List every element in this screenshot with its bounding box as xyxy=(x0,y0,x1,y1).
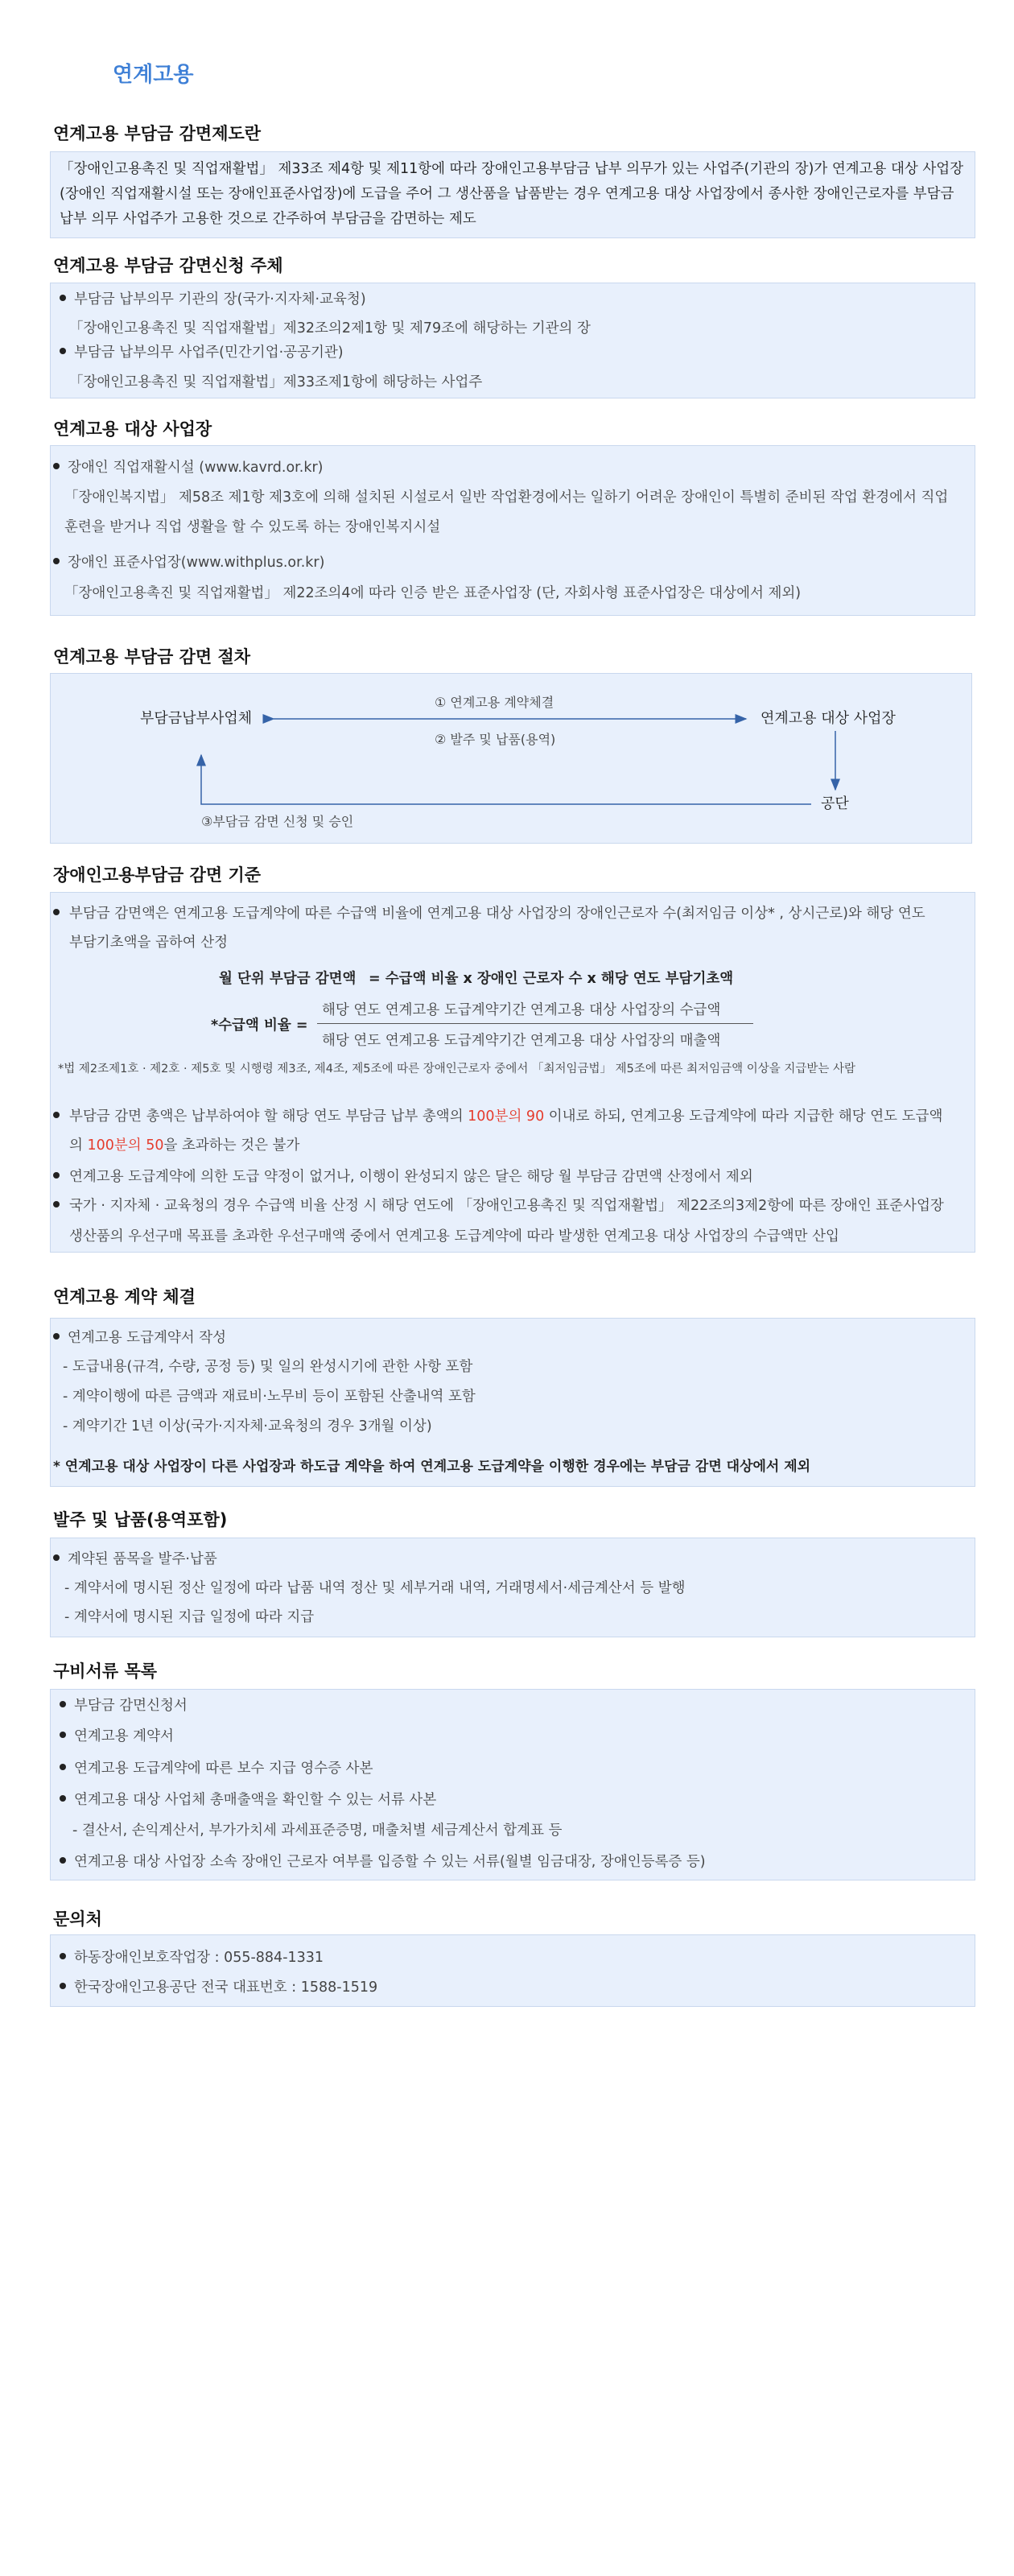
contact-item: 한국장애인고용공단 전국 대표번호 : 1588-1519 xyxy=(74,1979,378,1996)
target-workplace-detail: 「장애인고용촉진 및 직업재활법」 제22조의4에 따라 인증 받은 표준사업장 (단, 자회사형 표준사업장은 대상에서 제외) xyxy=(64,585,802,601)
criteria-limit-part: 부담금 감면 총액은 납부하여야 할 해당 연도 부담금 납부 총액의 xyxy=(69,1108,468,1125)
procedure-flow-diagram xyxy=(50,673,972,844)
criteria-limit-part: 의 xyxy=(69,1137,88,1154)
applicant-item-detail: 「장애인고용촉진 및 직업재활법」제33조제1항에 해당하는 사업주 xyxy=(69,374,483,390)
ratio-label: *수급액 비율 = xyxy=(211,1018,308,1034)
contract-detail: - 계약이행에 따른 금액과 재료비·노무비 등이 포함된 산출내역 포함 xyxy=(63,1389,476,1405)
contract-detail: - 도급내용(규격, 수량, 공정 등) 및 일의 완성시기에 관한 사항 포함 xyxy=(63,1359,473,1375)
section-heading-delivery: 발주 및 납품(용역포함) xyxy=(53,1510,228,1530)
bullet-dot xyxy=(53,1333,60,1340)
section-heading-definition: 연계고용 부담금 감면제도란 xyxy=(53,124,262,143)
criteria-public-rule-cont: 생산품의 우선구매 목표를 초과한 우선구매액 중에서 연계고용 도급계약에 따라 발생한 연계고용 대상 사업장의 수급액만 산입 xyxy=(69,1228,839,1245)
document-item: 연계고용 도급계약에 따른 보수 지급 영수증 사본 xyxy=(74,1761,373,1777)
flow-node-target-workplace: 연계고용 대상 사업장 xyxy=(760,710,896,727)
bullet-dot xyxy=(53,558,60,564)
bullet-dot xyxy=(53,1172,60,1179)
contract-detail: - 계약기간 1년 이상(국가·지자체·교육청의 경우 3개월 이상) xyxy=(63,1418,432,1435)
applicant-item-detail: 「장애인고용촉진 및 직업재활법」제32조의2제1항 및 제79조에 해당하는 기관의 장 xyxy=(69,320,591,336)
document-item: 부담금 감면신청서 xyxy=(74,1698,188,1714)
criteria-intro-cont: 부담기초액을 곱하여 산정 xyxy=(69,935,229,951)
bullet-dot xyxy=(53,1112,60,1118)
delivery-detail: - 계약서에 명시된 지급 일정에 따라 지급 xyxy=(64,1609,315,1625)
definition-text: 「장애인고용촉진 및 직업재활법」 제33조 제4항 및 제11항에 따라 장애인고용부담금 납부 의무가 있는 사업주(기관의 장)가 연계고용 대상 사업장(장애인 직업재활시설 또는 장애인표준사업장)에 도급을 주어 그 생산품을 납품받는 경우 연계고용 대상 사업장에서 종사한 장애인근로자를 부담금 납부 의무 사업주가 고용한 것으로 간주하여 부담금을 감면하는 제도 xyxy=(60,161,964,227)
applicant-item: 부담금 납부의무 사업주(민간기업·공공기관) xyxy=(74,345,344,361)
bullet-dot xyxy=(53,463,60,469)
formula-expression: = 수급액 비율 x 장애인 근로자 수 x 해당 연도 부담기초액 xyxy=(369,971,734,987)
criteria-footnote: *법 제2조제1호 · 제2호 · 제5호 및 시행령 제3조, 제4조, 제5조에 따른 장애인근로자 중에서 「최저임금법」 제5조에 따른 최저임금액 이상을 지급받는 사람 xyxy=(58,1063,856,1075)
section-heading-target-workplace: 연계고용 대상 사업장 xyxy=(53,419,212,439)
flow-node-payer: 부담금납부사업체 xyxy=(140,710,253,727)
section-heading-contract: 연계고용 계약 체결 xyxy=(53,1287,196,1307)
flow-arrow-return xyxy=(201,755,811,804)
delivery-detail: - 계약서에 명시된 정산 일정에 따라 납품 내역 정산 및 세부거래 내역, 거래명세서·세금계산서 등 발행 xyxy=(64,1580,686,1596)
bullet-dot xyxy=(60,1701,66,1707)
target-workplace-item: 장애인 직업재활시설 (www.kavrd.or.kr) xyxy=(68,460,324,476)
ratio-fraction-line xyxy=(317,1023,753,1024)
section-heading-criteria: 장애인고용부담금 감면 기준 xyxy=(53,865,262,885)
section-heading-contact: 문의처 xyxy=(53,1909,102,1929)
document-item: 연계고용 대상 사업체 총매출액을 확인할 수 있는 서류 사본 xyxy=(74,1792,437,1808)
section-heading-procedure: 연계고용 부담금 감면 절차 xyxy=(53,647,251,667)
formula-label: 월 단위 부담금 감면액 xyxy=(219,971,357,987)
target-workplace-item: 장애인 표준사업장(www.withplus.or.kr) xyxy=(68,555,325,571)
criteria-limit-part: 을 초과하는 것은 불가 xyxy=(163,1137,300,1154)
bullet-dot xyxy=(60,1983,66,1989)
bullet-dot xyxy=(60,1732,66,1738)
criteria-intro: 부담금 감면액은 연계고용 도급계약에 따른 수급액 비율에 연계고용 대상 사업장의 장애인근로자 수(최저임금 이상* , 상시근로)와 해당 연도 xyxy=(69,906,925,922)
criteria-limit-text-cont xyxy=(69,1134,299,1154)
bullet-dot xyxy=(60,1764,66,1770)
document-item-detail: - 결산서, 손익계산서, 부가가치세 과세표준증명, 매출처별 세금계산서 합계표 등 xyxy=(72,1823,563,1839)
applicant-item: 부담금 납부의무 기관의 장(국가·지자체·교육청) xyxy=(74,291,366,308)
ratio-denominator: 해당 연도 연계고용 도급계약기간 연계고용 대상 사업장의 매출액 xyxy=(322,1033,721,1049)
flow-step-2: ② 발주 및 납품(용역) xyxy=(435,732,556,747)
highlight-90-percent: 100분의 90 xyxy=(468,1108,545,1125)
flow-step-3: ③부담금 감면 신청 및 승인 xyxy=(201,814,354,829)
target-workplace-detail: 훈련을 받거나 직업 생활을 할 수 있도록 하는 장애인복지시설 xyxy=(64,519,441,535)
criteria-exclusion: 연계고용 도급계약에 의한 도급 약정이 없거나, 이행이 완성되지 않은 달은 해당 월 부담금 감면액 산정에서 제외 xyxy=(69,1169,753,1185)
flow-node-agency: 공단 xyxy=(821,795,849,812)
highlight-50-percent: 100분의 50 xyxy=(87,1137,164,1154)
contract-note: * 연계고용 대상 사업장이 다른 사업장과 하도급 계약을 하여 연계고용 도급계약을 이행한 경우에는 부담금 감면 대상에서 제외 xyxy=(53,1459,811,1475)
criteria-public-rule: 국가 · 지자체 · 교육청의 경우 수급액 비율 산정 시 해당 연도에 「장애인고용촉진 및 직업재활법」 제22조의3제2항에 따른 장애인 표준사업장 xyxy=(69,1198,944,1214)
document-item: 연계고용 계약서 xyxy=(74,1728,174,1744)
delivery-item: 계약된 품목을 발주·납품 xyxy=(68,1551,217,1567)
contact-item: 하동장애인보호작업장 : 055-884-1331 xyxy=(74,1950,324,1966)
flow-step-1: ① 연계고용 계약체결 xyxy=(435,695,554,710)
section-heading-applicant: 연계고용 부담금 감면신청 주체 xyxy=(53,256,283,275)
criteria-limit-text xyxy=(69,1105,942,1125)
bullet-dot xyxy=(60,295,66,301)
bullet-dot xyxy=(60,1795,66,1802)
criteria-limit-part: 이내로 하되, 연계고용 도급계약에 따라 지급한 해당 연도 도급액 xyxy=(544,1108,943,1125)
bullet-dot xyxy=(53,909,60,915)
contract-item: 연계고용 도급계약서 작성 xyxy=(68,1330,227,1346)
bullet-dot xyxy=(53,1201,60,1208)
document-item: 연계고용 대상 사업장 소속 장애인 근로자 여부를 입증할 수 있는 서류(월별 임금대장, 장애인등록증 등) xyxy=(74,1854,706,1870)
bullet-dot xyxy=(60,348,66,354)
target-workplace-detail: 「장애인복지법」 제58조 제1항 제3호에 의해 설치된 시설로서 일반 작업환경에서는 일하기 어려운 장애인이 특별히 준비된 작업 환경에서 직업 xyxy=(64,489,949,506)
bullet-dot xyxy=(60,1953,66,1959)
page-title: 연계고용 xyxy=(113,63,194,87)
bullet-dot xyxy=(60,1857,66,1864)
bullet-dot xyxy=(53,1554,60,1561)
section-heading-documents: 구비서류 목록 xyxy=(53,1662,158,1681)
ratio-numerator: 해당 연도 연계고용 도급계약기간 연계고용 대상 사업장의 수급액 xyxy=(322,1002,721,1018)
